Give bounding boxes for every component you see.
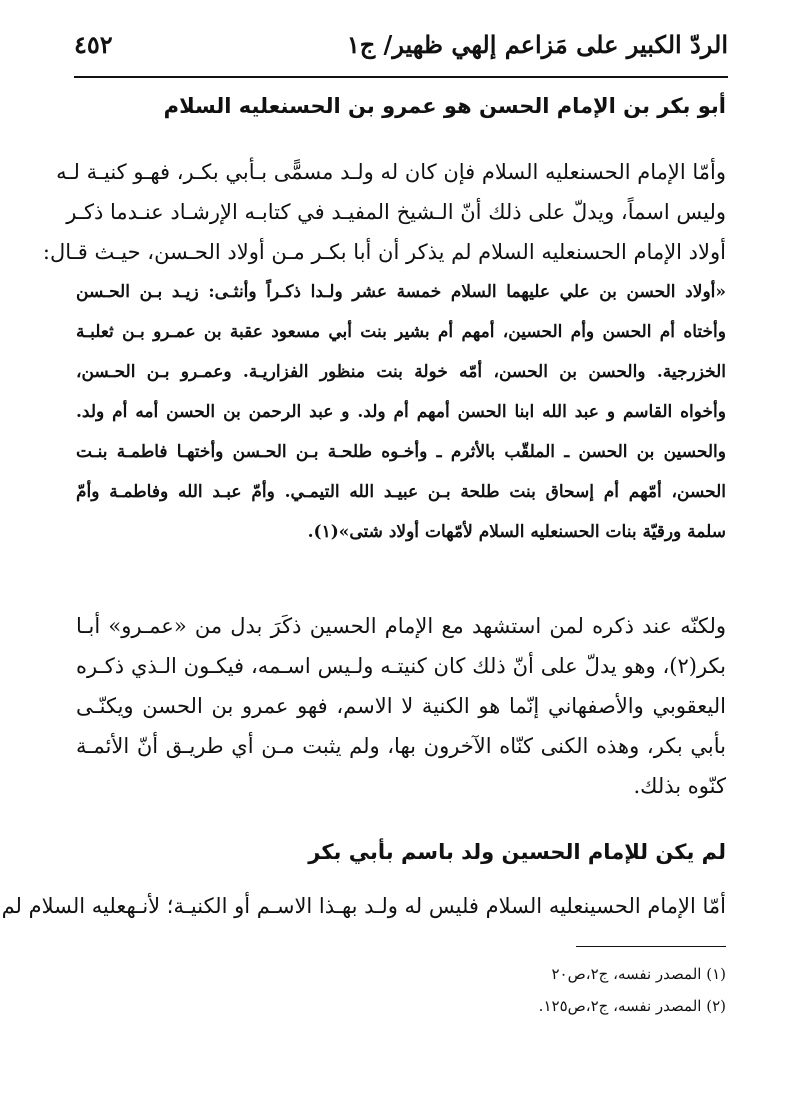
- quote-line: سلمة ورقيّة بنات الحسنعليه السلام لأمّهات أولاد شتى»(١).: [307, 522, 726, 542]
- page-header: [74, 22, 728, 72]
- paragraph-1: [42, 152, 726, 552]
- text-line: بكر(٢)، وهو يدلّ على أنّ ذلك كان كنيتـه ولـيس اسـمه، فيكـون الـذي ذكـره: [76, 654, 726, 678]
- quote-line: والحسين بن الحسن ـ الملقّب بالأثرم ـ وأخـوه طلحـة بـن الحـسن وأختهـا فاطمـة بنـت: [76, 442, 726, 462]
- page-number: ٤٥٢: [74, 30, 113, 59]
- text-line: اليعقوبي والأصفهاني إنّما هو الكنية لا الاسم، فهو عمرو بن الحسن ويكنّـى: [76, 694, 726, 718]
- text-line: وليس اسماً، ويدلّ على ذلك أنّ الـشيخ المفيـد في كتابـه الإرشـاد عنـدما ذكـر: [66, 200, 726, 224]
- footnote-1: (١) المصدر نفسه، ج٢،ص٢٠: [551, 965, 726, 983]
- paragraph-3: [1, 886, 726, 926]
- section-heading-abu-bakr: أبو بكر بن الإمام الحسن هو عمرو بن الحسنعليه السلام: [163, 94, 726, 118]
- footnotes: [76, 958, 726, 1022]
- section-heading-imam-husayn: لم يكن للإمام الحسين ولد باسم بأبي بكر: [308, 840, 726, 864]
- text-line: وأمّا الإمام الحسنعليه السلام فإن كان له ولـد مسمًّى بـأبي بكـر، فهـو كنيـة لـه: [56, 160, 726, 184]
- footnote-divider: [576, 946, 726, 947]
- quote-line: وأختاه أم الحسن وأم الحسين، أمهم أم بشير بنت أبي مسعود عقبة بن عمـرو بـن ثعلبـة: [76, 322, 726, 342]
- quote-line: الحسن، أمّهم أم إسحاق بنت طلحة بـن عبيـد الله التيمـي. وأمّ عبـد الله وفاطمـة وأمّ: [76, 482, 726, 502]
- quote-line: وأخواه القاسم و عبد الله ابنا الحسن أمهم أم ولد. و عبد الرحمن بن الحسن أمه أم ولد.: [76, 402, 726, 422]
- quote-line: «أولاد الحسن بن علي عليهما السلام خمسة عشر ولـدا ذكـراً وأنثـى: زيـد بـن الحـسن: [76, 282, 726, 302]
- header-divider: [74, 76, 728, 78]
- quote-line: الخزرجية. والحسن بن الحسن، أمّه خولة بنت منظور الفزاريـة. وعمـرو بـن الحـسن،: [76, 362, 726, 382]
- text-line: ولكنّه عند ذكره لمن استشهد مع الإمام الحسين ذكَرَ بدل من «عمـرو» أبـا: [76, 614, 726, 638]
- footnote-2: (٢) المصدر نفسه، ج٢،ص١٢٥.: [538, 997, 726, 1015]
- text-line: أولاد الإمام الحسنعليه السلام لم يذكر أن أبا بكـر مـن أولاد الحـسن، حيـث قـال:: [42, 240, 726, 264]
- text-line: كنّوه بذلك.: [633, 774, 726, 798]
- paragraph-2: [76, 606, 726, 806]
- text-line: بأبي بكر، وهذه الكنى كنّاه الآخرون بها، ولم يثبت مـن أي طريـق أنّ الأئمـة: [76, 734, 726, 758]
- text-line: أمّا الإمام الحسينعليه السلام فليس له ولـد بهـذا الاسـم أو الكنيـة؛ لأنـهعليه السلام لم: [1, 894, 726, 918]
- running-title: الردّ الكبير على مَزاعم إلهي ظهير/ ج١: [346, 30, 728, 59]
